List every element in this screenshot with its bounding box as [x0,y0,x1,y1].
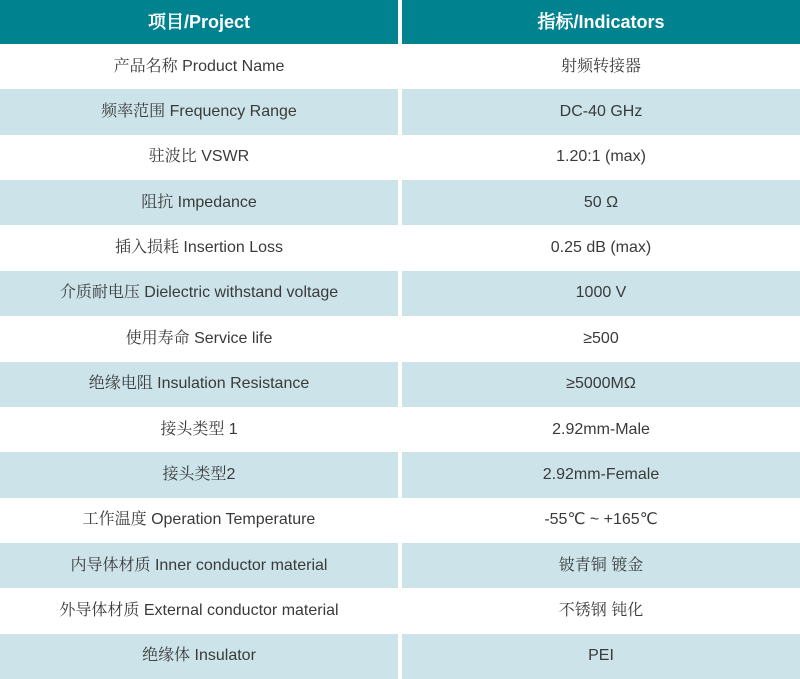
project-cell: 接头类型 1 [0,407,398,452]
indicator-cell: PEI [402,634,800,679]
table-row [0,316,800,361]
table-row [0,271,800,316]
project-cell: 使用寿命 Service life [0,316,398,361]
project-cell: 绝缘体 Insulator [0,634,398,679]
indicator-cell: ≥500 [402,316,800,361]
indicator-cell: -55℃ ~ +165℃ [402,498,800,543]
table-row [0,180,800,225]
indicator-cell: ≥5000MΩ [402,362,800,407]
project-cell: 内导体材质 Inner conductor material [0,543,398,588]
indicator-cell: 铍青铜 镀金 [402,543,800,588]
table-row [0,588,800,633]
table-row [0,225,800,270]
table-header-row [0,0,800,44]
project-cell: 插入损耗 Insertion Loss [0,225,398,270]
header-cell-project: 项目/Project [0,0,398,44]
table-row [0,44,800,89]
indicator-cell: DC-40 GHz [402,89,800,134]
indicator-cell: 1.20:1 (max) [402,135,800,180]
indicator-cell: 不锈钢 钝化 [402,588,800,633]
indicator-cell: 2.92mm-Male [402,407,800,452]
project-cell: 阻抗 Impedance [0,180,398,225]
table-row [0,498,800,543]
project-cell: 外导体材质 External conductor material [0,588,398,633]
table-row [0,362,800,407]
project-cell: 介质耐电压 Dielectric withstand voltage [0,271,398,316]
table-row [0,89,800,134]
table-row [0,543,800,588]
project-cell: 产品名称 Product Name [0,44,398,89]
indicator-cell: 0.25 dB (max) [402,225,800,270]
header-cell-indicator: 指标/Indicators [402,0,800,44]
indicator-cell: 50 Ω [402,180,800,225]
table-row [0,407,800,452]
indicator-cell: 1000 V [402,271,800,316]
project-cell: 绝缘电阻 Insulation Resistance [0,362,398,407]
table-row [0,452,800,497]
project-cell: 接头类型2 [0,452,398,497]
table-row [0,135,800,180]
project-cell: 驻波比 VSWR [0,135,398,180]
project-cell: 工作温度 Operation Temperature [0,498,398,543]
table-row [0,634,800,679]
indicator-cell: 射频转接器 [402,44,800,89]
project-cell: 频率范围 Frequency Range [0,89,398,134]
indicator-cell: 2.92mm-Female [402,452,800,497]
